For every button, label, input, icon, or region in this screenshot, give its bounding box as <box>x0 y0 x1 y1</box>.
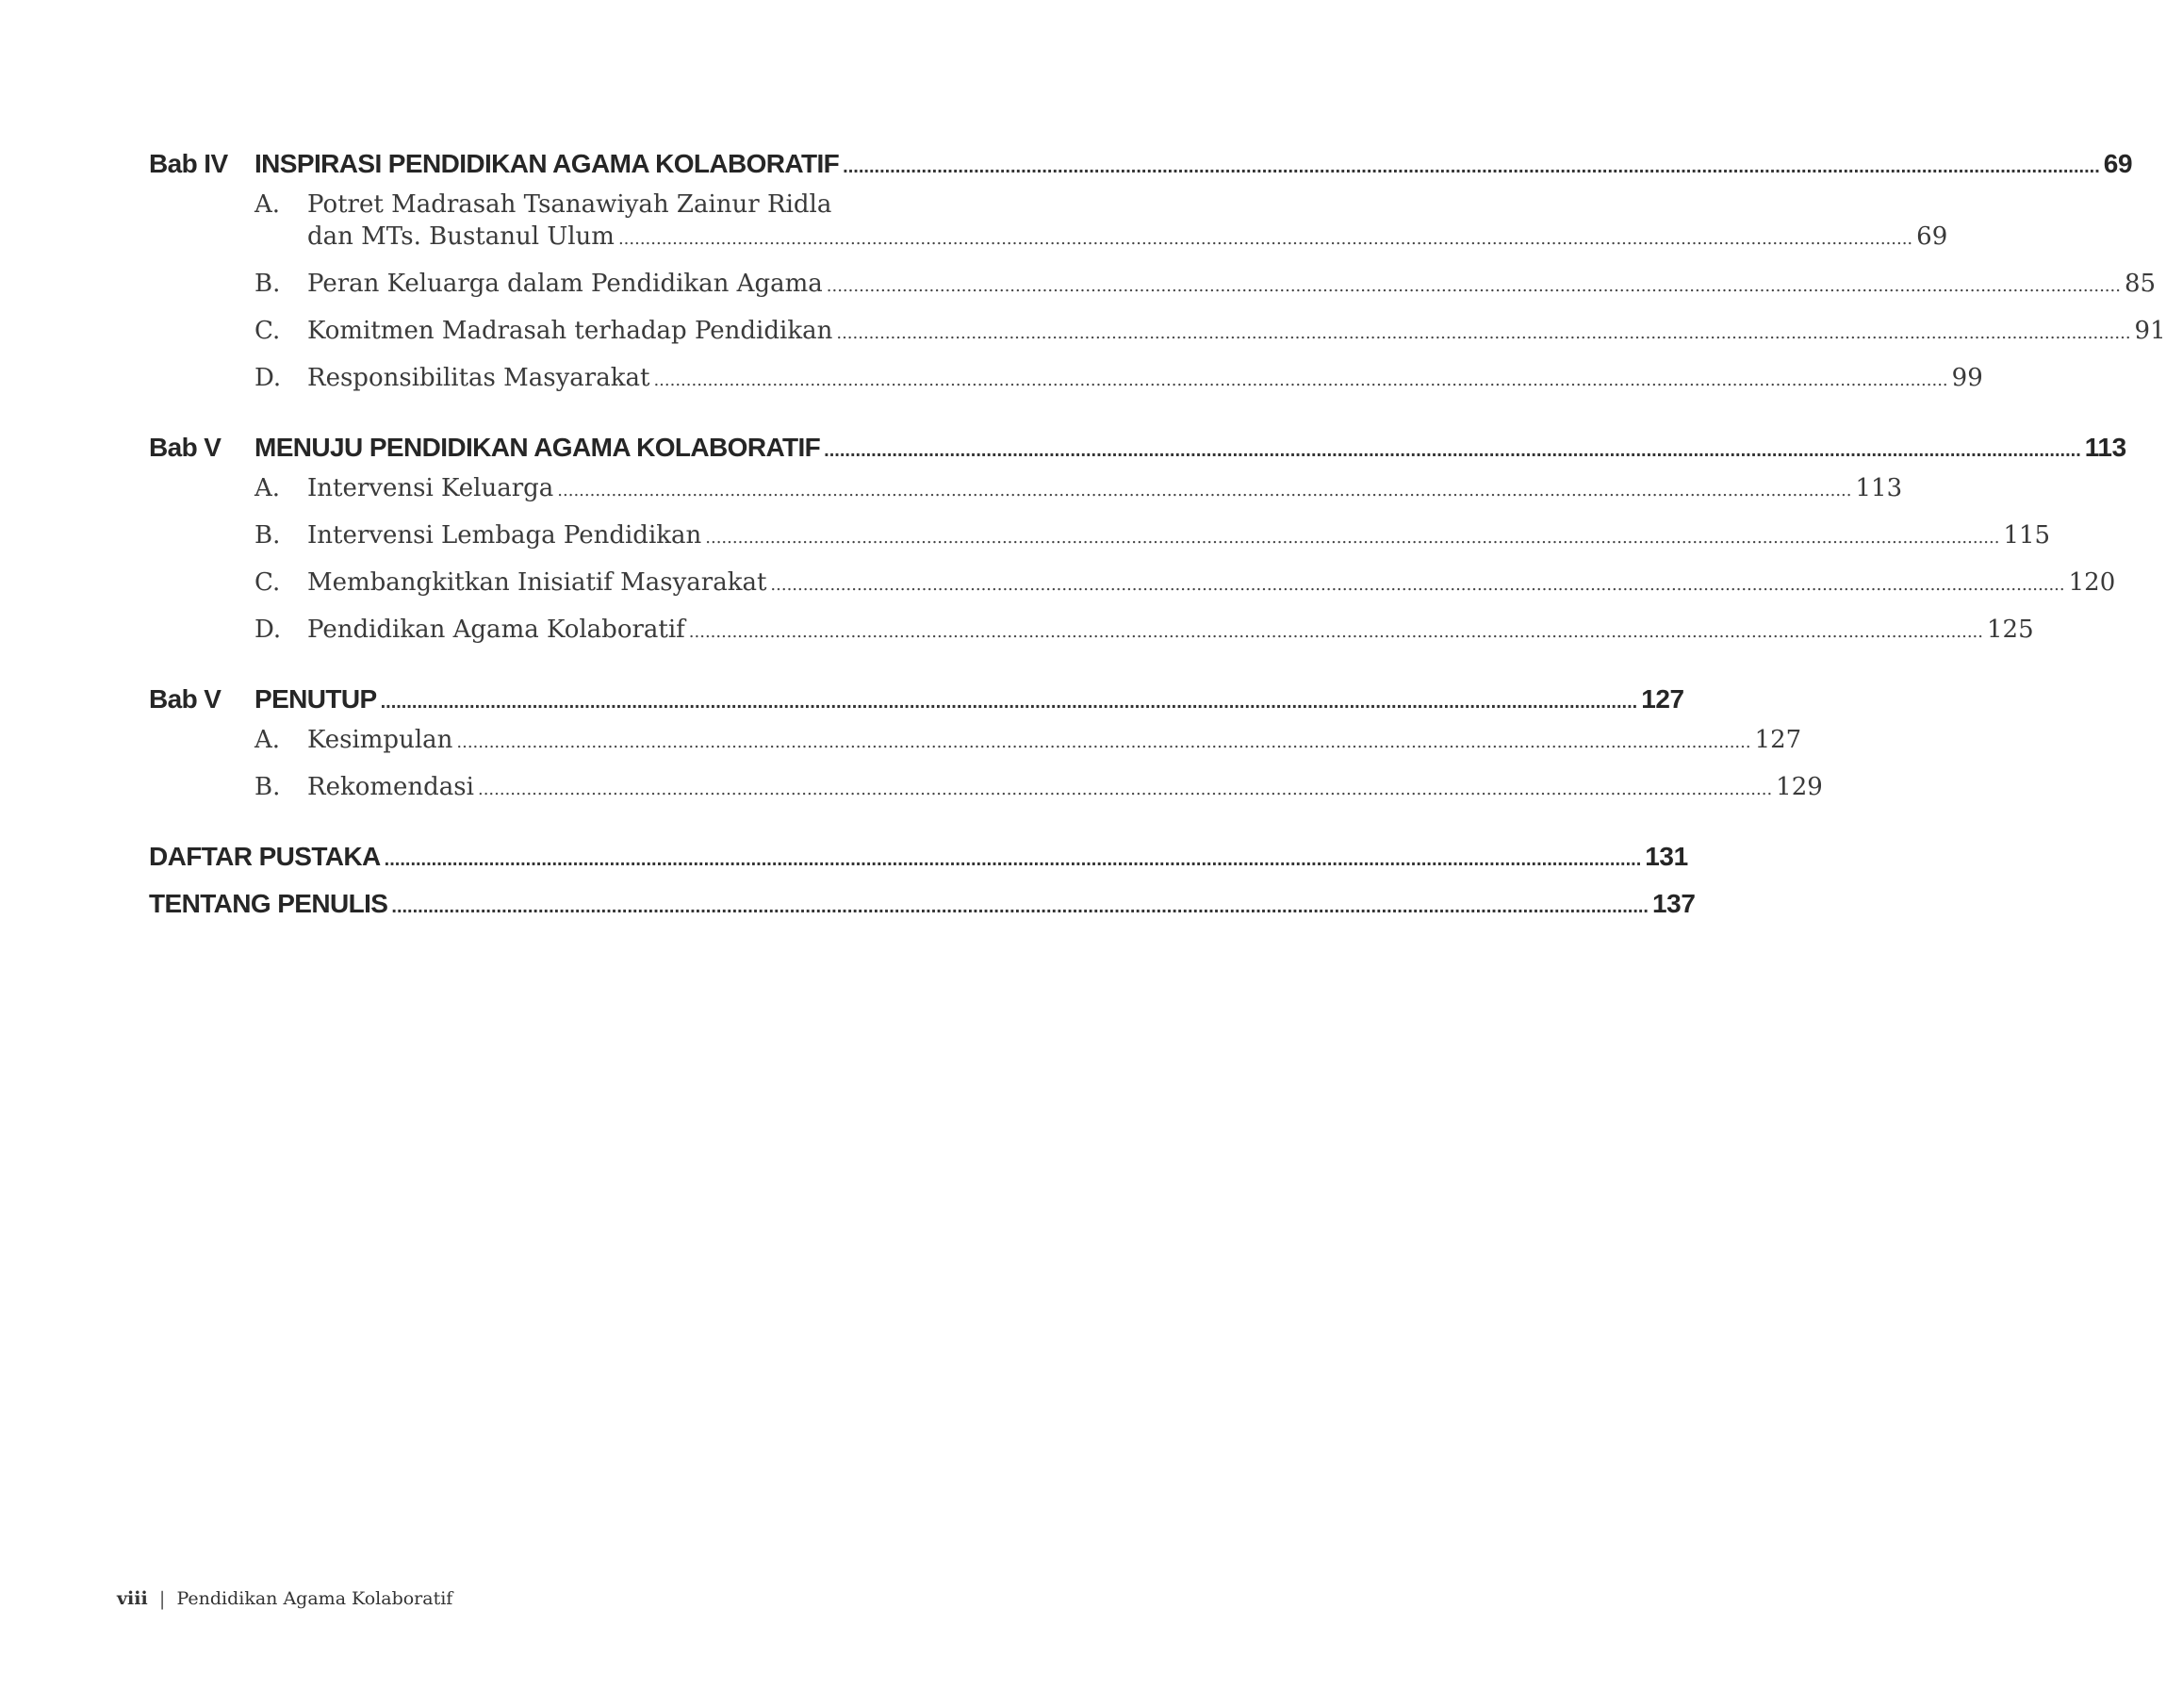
section-title: Intervensi Keluarga <box>307 474 554 502</box>
dot-leader <box>836 318 2130 350</box>
chapter-label: Bab IV <box>149 149 228 178</box>
dot-leader <box>653 365 1947 397</box>
backmatter-page-number: 137 <box>1651 889 1696 918</box>
section-entry <box>254 724 1802 759</box>
section-list <box>254 189 2166 397</box>
section-title-line-1: Potret Madrasah Tsanawiyah Zainur Ridla <box>307 190 832 219</box>
backmatter-title: DAFTAR PUSTAKA <box>149 842 381 871</box>
table-of-contents <box>149 149 2166 936</box>
dot-leader <box>689 616 1983 649</box>
backmatter-page-number: 131 <box>1645 842 1688 871</box>
section-list <box>254 472 2116 649</box>
section-page-number: 129 <box>1776 773 1823 801</box>
section-title: Responsibilitas Masyarakat <box>307 364 650 392</box>
section-title-line-2: dan MTs. Bustanul Ulum <box>307 222 615 251</box>
chapter-block-closing <box>149 684 1823 806</box>
section-letter: C. <box>254 317 281 345</box>
backmatter-title: TENTANG PENULIS <box>149 889 388 918</box>
section-entry <box>254 268 2157 303</box>
chapter-page-number: 113 <box>2084 433 2126 462</box>
section-page-number: 113 <box>1855 474 1903 502</box>
section-letter: D. <box>254 364 282 392</box>
section-page-number: 69 <box>1916 222 1948 251</box>
section-entry <box>254 567 2116 601</box>
section-page-number: 115 <box>2003 521 2051 550</box>
dot-leader <box>705 522 1999 554</box>
section-title: Pendidikan Agama Kolaboratif <box>307 616 685 644</box>
section-letter: B. <box>254 773 281 801</box>
section-letter: A. <box>254 190 281 219</box>
section-page-number: 127 <box>1754 726 1802 754</box>
dot-leader <box>385 849 1642 871</box>
backmatter-bibliography <box>149 842 1688 872</box>
section-page-number: 120 <box>2068 568 2116 597</box>
section-letter: D. <box>254 616 282 644</box>
section-title: Kesimpulan <box>307 726 453 754</box>
dot-leader <box>618 223 1912 255</box>
chapter-block-4 <box>149 149 2166 397</box>
chapter-page-number: 69 <box>2103 149 2133 178</box>
chapter-heading <box>149 149 2133 179</box>
dot-leader <box>381 692 1638 714</box>
section-entry <box>254 771 1823 806</box>
section-title: Rekomendasi <box>307 773 474 801</box>
dot-leader <box>770 569 2064 601</box>
section-entry <box>254 189 1948 255</box>
footer-separator: | <box>158 1587 166 1610</box>
section-title: Intervensi Lembaga Pendidikan <box>307 521 702 550</box>
dot-leader <box>824 440 2081 462</box>
section-title: Peran Keluarga dalam Pendidikan Agama <box>307 270 823 298</box>
dot-leader <box>391 896 1649 918</box>
section-page-number: 125 <box>1987 616 2034 644</box>
section-page-number: 91 <box>2134 317 2166 345</box>
section-page-number: 85 <box>2124 270 2157 298</box>
section-letter: A. <box>254 726 281 754</box>
section-entry <box>254 362 1983 397</box>
section-title: Komitmen Madrasah terhadap Pendidikan <box>307 317 833 345</box>
chapter-title: INSPIRASI PENDIDIKAN AGAMA KOLABORATIF <box>254 149 840 178</box>
footer-page-number: viii <box>117 1588 148 1609</box>
section-letter: B. <box>254 521 281 550</box>
dot-leader <box>827 271 2121 303</box>
section-entry <box>254 472 1903 507</box>
section-letter: C. <box>254 568 281 597</box>
section-entry <box>254 614 2034 649</box>
dot-leader <box>456 727 1750 759</box>
dot-leader <box>843 156 2100 178</box>
section-entry <box>254 315 2166 350</box>
chapter-label: Bab V <box>149 433 222 462</box>
dot-leader <box>478 774 1772 806</box>
backmatter-about-author <box>149 889 1696 919</box>
footer-book-title: Pendidikan Agama Kolaboratif <box>176 1588 453 1609</box>
chapter-heading <box>149 433 2126 463</box>
section-list <box>254 724 1823 806</box>
chapter-heading <box>149 684 1684 714</box>
chapter-page-number: 127 <box>1641 684 1684 714</box>
page-footer <box>117 1587 452 1610</box>
section-page-number: 99 <box>1951 364 1983 392</box>
chapter-title: MENUJU PENDIDIKAN AGAMA KOLABORATIF <box>254 433 821 462</box>
chapter-title: PENUTUP <box>254 684 377 714</box>
section-entry <box>254 519 2051 554</box>
section-letter: B. <box>254 270 281 298</box>
chapter-block-5 <box>149 433 2126 649</box>
dot-leader <box>557 475 1851 507</box>
chapter-label: Bab V <box>149 684 222 714</box>
section-title: Membangkitkan Inisiatif Masyarakat <box>307 568 767 597</box>
section-letter: A. <box>254 474 281 502</box>
